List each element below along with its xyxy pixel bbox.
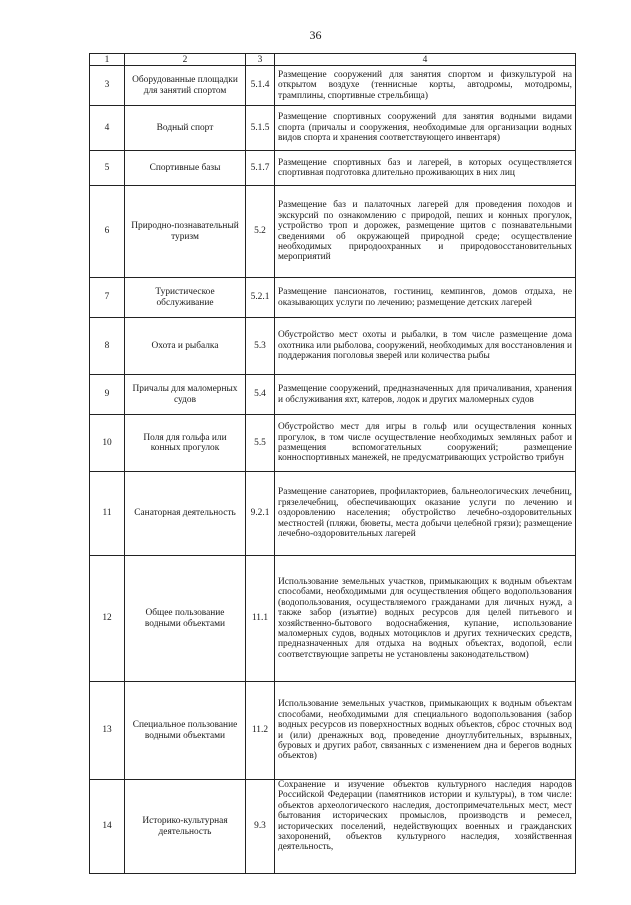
use-type-code: 11.1 — [246, 556, 275, 682]
use-type-name: Туристическое обслуживание — [125, 278, 246, 318]
use-type-description: Размещение спортивных сооружений для занятия водными видами спорта (причалы и сооружения, необходимые для организации водных видов спорта и хранения соответствующего инвентаря) — [275, 106, 576, 151]
use-type-code: 5.2.1 — [246, 278, 275, 318]
header-col-3: 3 — [246, 54, 275, 66]
use-type-name: Оборудованные площадки для занятий спортом — [125, 66, 246, 106]
use-type-code: 5.5 — [246, 415, 275, 472]
use-type-description: Размещение санаториев, профилакториев, бальнеологических лечебниц, грязелечебниц, обеспечивающих оказание услуги по лечению и оздоровлению населения; обустройство лечебно-оздоровительных местностей (пляжи, бюветы, места добычи целебной грязи); размещение лечебно-оздоровительных лагерей — [275, 472, 576, 556]
row-number: 11 — [90, 472, 125, 556]
header-col-1: 1 — [90, 54, 125, 66]
land-use-table — [89, 53, 576, 874]
use-type-code: 11.2 — [246, 682, 275, 780]
row-number: 4 — [90, 106, 125, 151]
use-type-description: Использование земельных участков, примыкающих к водным объектам способами, необходимыми для специального водопользования (забор водных ресурсов из поверхностных водных объектов, сброс сточных вод и (или) дренажных вод, проведение дноуглубительных, взрывных, буровых и других работ, связанных с изменением дна и берегов водных объектов) — [275, 682, 576, 780]
use-type-name: Общее пользование водными объектами — [125, 556, 246, 682]
row-number: 8 — [90, 318, 125, 375]
use-type-name: Специальное пользование водными объектами — [125, 682, 246, 780]
table-row — [90, 472, 576, 556]
use-type-description: Обустройство мест охоты и рыбалки, в том числе размещение дома охотника или рыболова, сооружений, необходимых для восстановления и поддержания поголовья зверей или количества рыбы — [275, 318, 576, 375]
table-row — [90, 375, 576, 415]
use-type-name: Спортивные базы — [125, 151, 246, 186]
table-row — [90, 780, 576, 874]
table-row — [90, 278, 576, 318]
row-number: 12 — [90, 556, 125, 682]
row-number: 5 — [90, 151, 125, 186]
use-type-description: Размещение сооружений для занятия спортом и физкультурой на открытом воздухе (теннисные корты, автодромы, мотодромы, трамплины, спортивные стрельбища) — [275, 66, 576, 106]
use-type-description: Использование земельных участков, примыкающих к водным объектам способами, необходимыми для осуществления общего водопользования (водопользования, осуществляемого гражданами для личных нужд, а также забор (изъятие) водных ресурсов для целей питьевого и хозяйственно-бытового водоснабжения, купание, использование маломерных судов, водных мотоциклов и других технических средств, предназначенных для отдыха на водных объектах, водопой, если соответствующие запреты не установлены законодательством) — [275, 556, 576, 682]
use-type-name: Историко-культурная деятельность — [125, 780, 246, 874]
use-type-name: Водный спорт — [125, 106, 246, 151]
table-row — [90, 186, 576, 278]
use-type-code: 5.3 — [246, 318, 275, 375]
table-row — [90, 106, 576, 151]
use-type-code: 5.1.5 — [246, 106, 275, 151]
use-type-description: Размещение спортивных баз и лагерей, в которых осуществляется спортивная подготовка длительно проживающих в них лиц — [275, 151, 576, 186]
header-col-4: 4 — [275, 54, 576, 66]
use-type-code: 5.1.7 — [246, 151, 275, 186]
use-type-name: Охота и рыбалка — [125, 318, 246, 375]
use-type-description: Сохранение и изучение объектов культурного наследия народов Российской Федерации (памятников истории и культуры), в том числе: объектов археологического наследия, достопримечательных мест, мест бытования исторических промыслов, производств и ремесел, исторических поселений, недействующих военных и гражданских захоронений, объектов культурного наследия, хозяйственная деятельность, — [275, 780, 576, 874]
use-type-description: Размещение пансионатов, гостиниц, кемпингов, домов отдыха, не оказывающих услуги по лечению; размещение детских лагерей — [275, 278, 576, 318]
use-type-name: Санаторная деятельность — [125, 472, 246, 556]
use-type-name: Причалы для маломерных судов — [125, 375, 246, 415]
use-type-code: 9.3 — [246, 780, 275, 874]
table-row — [90, 66, 576, 106]
table-row — [90, 151, 576, 186]
row-number: 7 — [90, 278, 125, 318]
use-type-description: Обустройство мест для игры в гольф или осуществления конных прогулок, в том числе осуществление необходимых земляных работ и размещения вспомогательных сооружений; размещение конноспортивных манежей, не предусматривающих устройство трибун — [275, 415, 576, 472]
row-number: 10 — [90, 415, 125, 472]
page-number: 36 — [309, 28, 322, 42]
table-row — [90, 415, 576, 472]
use-type-description: Размещение баз и палаточных лагерей для проведения походов и экскурсий по ознакомлению с природой, пеших и конных прогулок, устройство троп и дорожек, размещение щитов с познавательными сведениями об окружающей природной среде; осуществление необходимых природоохранных и природовосстановительных мероприятий — [275, 186, 576, 278]
use-type-name: Поля для гольфа или конных прогулок — [125, 415, 246, 472]
table-row — [90, 682, 576, 780]
table-row — [90, 556, 576, 682]
row-number: 3 — [90, 66, 125, 106]
row-number: 6 — [90, 186, 125, 278]
use-type-name: Природно-познавательный туризм — [125, 186, 246, 278]
table-row — [90, 318, 576, 375]
use-type-description: Размещение сооружений, предназначенных для причаливания, хранения и обслуживания яхт, катеров, лодок и других маломерных судов — [275, 375, 576, 415]
use-type-code: 5.1.4 — [246, 66, 275, 106]
row-number: 14 — [90, 780, 125, 874]
use-type-code: 5.2 — [246, 186, 275, 278]
header-col-2: 2 — [125, 54, 246, 66]
use-type-code: 9.2.1 — [246, 472, 275, 556]
use-type-code: 5.4 — [246, 375, 275, 415]
row-number: 13 — [90, 682, 125, 780]
table-header-row — [90, 54, 576, 66]
row-number: 9 — [90, 375, 125, 415]
